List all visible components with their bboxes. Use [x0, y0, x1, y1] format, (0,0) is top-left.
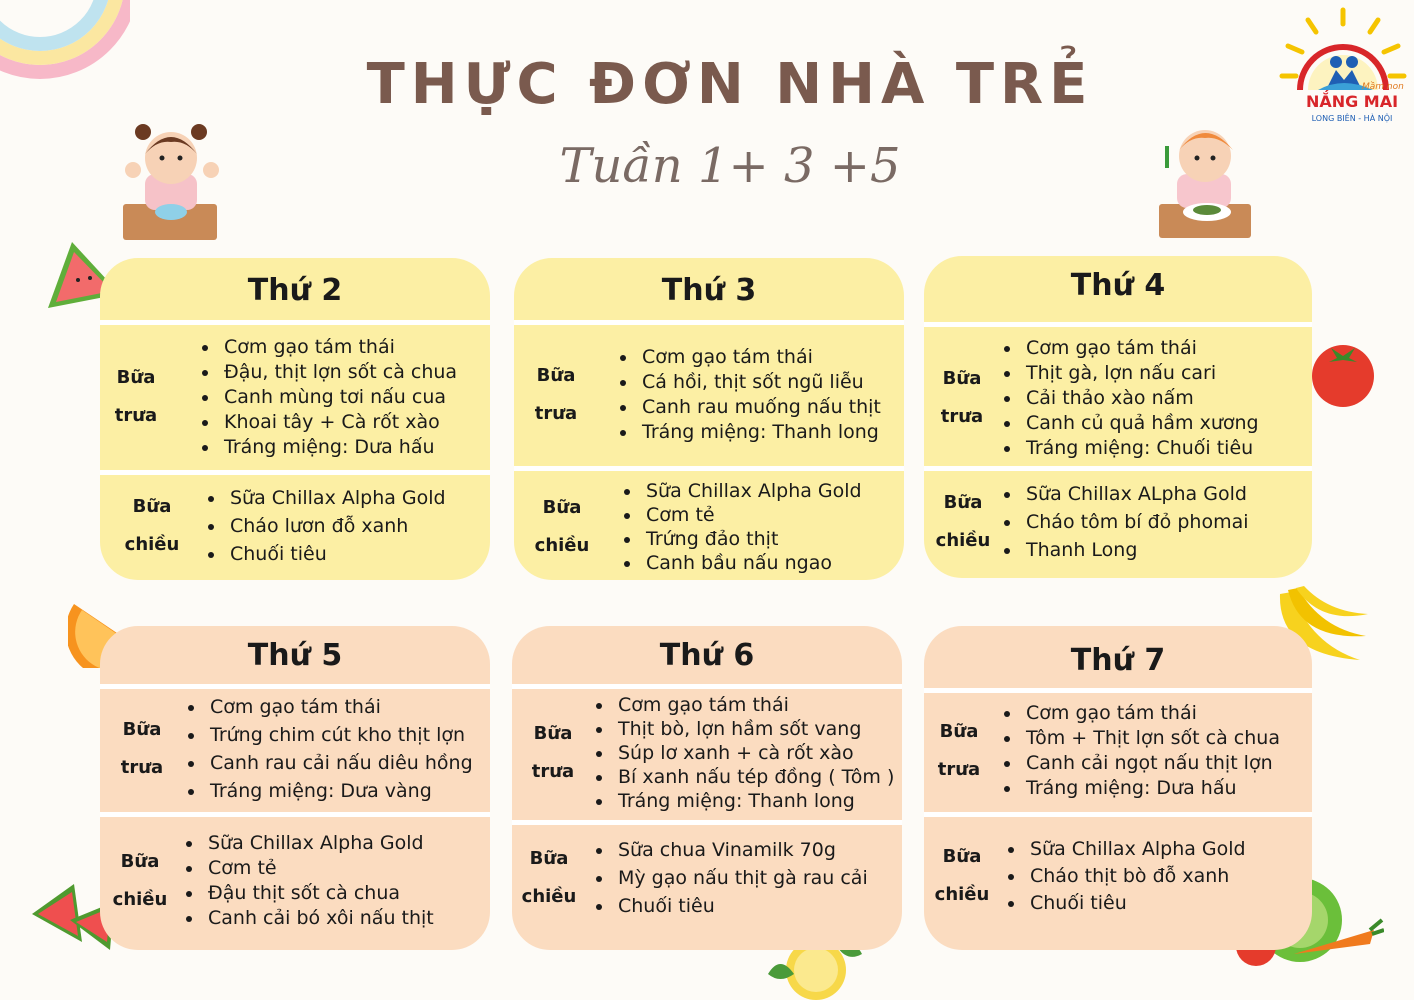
lunch-label: Bữa trưa — [120, 719, 164, 778]
day-card-wednesday — [924, 256, 1312, 578]
menu-item: • Cơm tẻ — [642, 503, 862, 527]
menu-item: • Tráng miệng: Chuối tiêu — [1022, 436, 1259, 461]
menu-item: • Tráng miệng: Dưa hấu — [220, 435, 457, 460]
lunch-items — [172, 335, 457, 460]
lunch-label: Bữa trưa — [940, 368, 984, 427]
menu-item: • Canh rau muống nấu thịt — [638, 395, 881, 420]
afternoon-label: Bữa chiều — [112, 851, 168, 910]
lunch-items — [184, 693, 473, 805]
child-eating-illustration — [115, 118, 225, 243]
day-heading: Thứ 2 — [247, 272, 343, 308]
menu-item: • Cơm gạo tám thái — [614, 693, 894, 717]
week-subtitle: Tuần 1+ 3 +5 — [559, 138, 901, 194]
day-heading: Thứ 7 — [1070, 642, 1166, 678]
menu-item: • Tráng miệng: Dưa vàng — [206, 777, 473, 805]
afternoon-section — [924, 474, 1312, 570]
afternoon-section — [514, 474, 904, 580]
afternoon-items — [204, 484, 446, 568]
day-heading: Thứ 4 — [1070, 267, 1166, 303]
afternoon-label: Bữa chiều — [124, 496, 180, 555]
menu-item: • Canh mùng tơi nấu cua — [220, 385, 457, 410]
day-card-thursday — [100, 626, 490, 950]
menu-item: • Canh củ quả hầm xương — [1022, 411, 1259, 436]
tomato-decoration — [1305, 336, 1381, 408]
divider — [100, 812, 490, 817]
menu-item: • Tráng miệng: Thanh long — [614, 789, 894, 813]
menu-item: • Đậu, thịt lợn sốt cà chua — [220, 360, 457, 385]
menu-item: • Cháo thịt bò đỗ xanh — [1026, 863, 1246, 890]
menu-item: • Cơm gạo tám thái — [220, 335, 457, 360]
afternoon-items — [610, 479, 862, 575]
page-title: THỰC ĐƠN NHÀ TRẺ — [366, 52, 1094, 117]
menu-item: • Cơm tẻ — [204, 856, 434, 881]
menu-item: • Sữa Chillax Alpha Gold — [642, 479, 862, 503]
divider — [924, 466, 1312, 471]
divider — [924, 812, 1312, 817]
menu-item: • Sữa Chillax ALpha Gold — [1022, 480, 1249, 508]
menu-item: • Chuối tiêu — [614, 892, 868, 920]
day-heading: Thứ 5 — [247, 637, 343, 673]
afternoon-section — [100, 820, 490, 942]
afternoon-items — [1002, 480, 1249, 564]
lunch-section — [100, 688, 490, 810]
menu-item: • Cơm gạo tám thái — [1022, 336, 1259, 361]
menu-item: • Cơm gạo tám thái — [638, 345, 881, 370]
menu-item: • Cá hồi, thịt sốt ngũ liễu — [638, 370, 881, 395]
lunch-items — [1000, 336, 1259, 461]
menu-item: • Canh cải ngọt nấu thịt lợn — [1022, 751, 1280, 776]
lunch-section — [924, 330, 1312, 466]
menu-item: • Canh bầu nấu ngao — [642, 551, 862, 575]
menu-item: • Thanh Long — [1022, 536, 1249, 564]
afternoon-label: Bữa chiều — [521, 848, 577, 907]
school-logo — [1278, 6, 1408, 130]
menu-item: • Tráng miệng: Dưa hấu — [1022, 776, 1280, 801]
day-card-friday — [512, 626, 902, 950]
menu-item: • Thịt gà, lợn nấu cari — [1022, 361, 1259, 386]
afternoon-label: Bữa chiều — [934, 846, 990, 905]
menu-item: • Chuối tiêu — [1026, 890, 1246, 917]
menu-item: • Sữa chua Vinamilk 70g — [614, 836, 868, 864]
lunch-items — [598, 345, 881, 445]
menu-item: • Cháo lươn đỗ xanh — [226, 512, 446, 540]
menu-item: • Sữa Chillax Alpha Gold — [204, 831, 434, 856]
menu-item: • Cháo tôm bí đỏ phomai — [1022, 508, 1249, 536]
menu-item: • Tráng miệng: Thanh long — [638, 420, 881, 445]
child-with-fork-illustration — [1155, 116, 1255, 241]
lunch-section — [512, 688, 902, 818]
lunch-label: Bữa trưa — [531, 723, 575, 782]
divider — [512, 820, 902, 825]
day-heading: Thứ 6 — [659, 637, 755, 673]
lunch-items — [594, 693, 894, 813]
lunch-section — [514, 330, 904, 460]
menu-item: • Trứng chim cút kho thịt lợn — [206, 721, 473, 749]
day-card-saturday — [924, 626, 1312, 950]
afternoon-items — [180, 831, 434, 931]
day-heading: Thứ 3 — [661, 272, 757, 308]
logo-location: LONG BIÊN - HÀ NỘI — [1311, 114, 1393, 123]
menu-item: • Canh cải bó xôi nấu thịt — [204, 906, 434, 931]
lunch-label: Bữa trưa — [534, 365, 578, 424]
menu-item: • Tôm + Thịt lợn sốt cà chua — [1022, 726, 1280, 751]
menu-item: • Súp lơ xanh + cà rốt xào — [614, 741, 894, 765]
divider — [100, 470, 490, 475]
afternoon-label: Bữa chiều — [935, 492, 991, 551]
logo-tagline: Mầm non — [1362, 82, 1404, 92]
divider — [514, 320, 904, 325]
afternoon-label: Bữa chiều — [534, 497, 590, 556]
menu-item: • Thịt bò, lợn hầm sốt vang — [614, 717, 894, 741]
afternoon-section — [100, 478, 490, 574]
lunch-label: Bữa trưa — [937, 721, 981, 780]
afternoon-section — [512, 828, 902, 928]
afternoon-items — [586, 836, 868, 920]
lunch-items — [994, 701, 1280, 801]
menu-item: • Khoai tây + Cà rốt xào — [220, 410, 457, 435]
menu-item: • Cơm gạo tám thái — [206, 693, 473, 721]
afternoon-section — [924, 820, 1312, 932]
menu-item: • Mỳ gạo nấu thịt gà rau cải — [614, 864, 868, 892]
menu-item: • Canh rau cải nấu diêu hồng — [206, 749, 473, 777]
menu-item: • Sữa Chillax Alpha Gold — [1026, 836, 1246, 863]
menu-item: • Sữa Chillax Alpha Gold — [226, 484, 446, 512]
divider — [514, 466, 904, 471]
day-card-monday — [100, 258, 490, 580]
divider — [924, 322, 1312, 327]
logo-name: NẮNG MAI — [1305, 92, 1399, 111]
lunch-label: Bữa trưa — [114, 367, 158, 426]
menu-item: • Đậu thịt sốt cà chua — [204, 881, 434, 906]
divider — [100, 320, 490, 325]
day-card-tuesday — [514, 258, 904, 580]
menu-item: • Cải thảo xào nấm — [1022, 386, 1259, 411]
menu-item: • Cơm gạo tám thái — [1022, 701, 1280, 726]
lunch-section — [924, 692, 1312, 810]
afternoon-items — [1000, 836, 1246, 917]
menu-item: • Trứng đảo thịt — [642, 527, 862, 551]
lunch-section — [100, 330, 490, 464]
menu-item: • Chuối tiêu — [226, 540, 446, 568]
menu-item: • Bí xanh nấu tép đồng ( Tôm ) — [614, 765, 894, 789]
